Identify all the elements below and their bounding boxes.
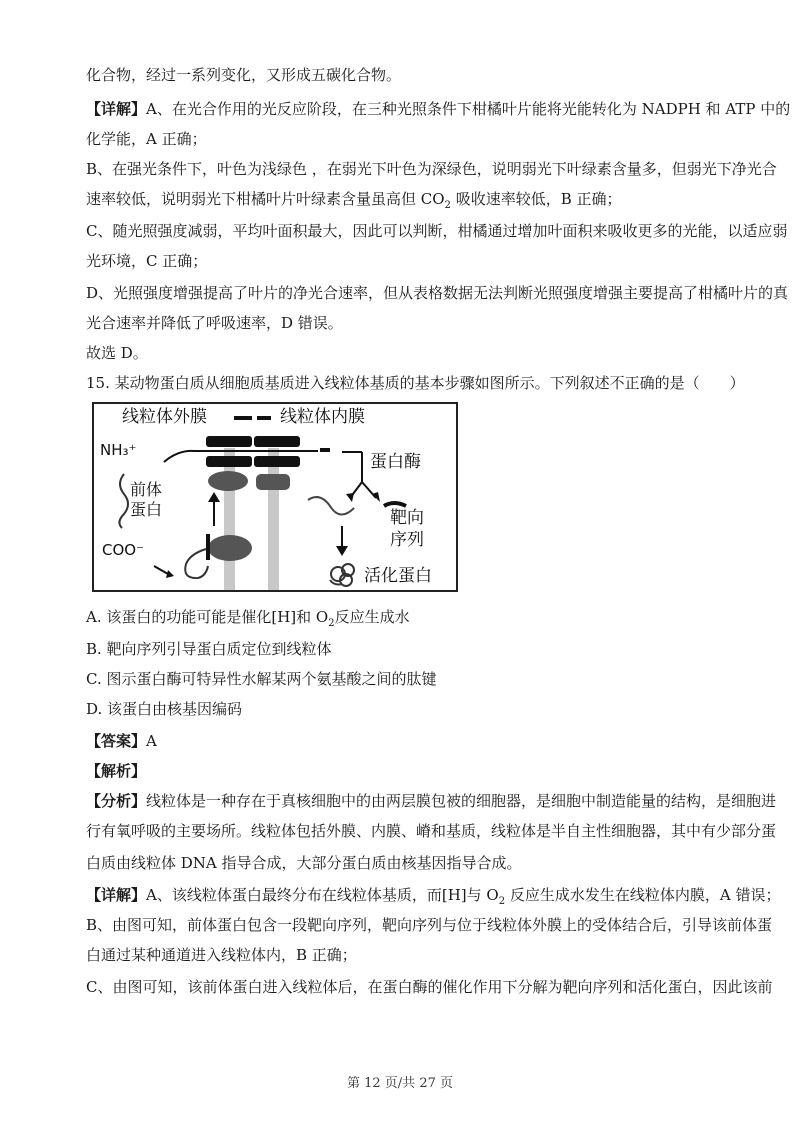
cleaved-chain xyxy=(308,497,354,514)
option-c: C. 图示蛋白酶可特异性水解某两个氨基酸之间的肽键 xyxy=(86,670,437,688)
import-arrow-head xyxy=(208,492,220,502)
analysis-xj-1 xyxy=(86,884,781,913)
inner-label-tick xyxy=(257,416,271,420)
fenxi-text-1: 线粒体是一种存在于真核细胞中的由两层膜包被的细胞器，是细胞中制造能量的结构，是细胞进 xyxy=(146,792,777,810)
answer-tag: 【答案】 xyxy=(86,732,147,750)
text-line-7: 光环境，C 正确； xyxy=(86,252,208,270)
label-target-1: 靶向 xyxy=(390,508,424,528)
option-a-pre: A. 该蛋白的功能可能是催化[H]和 O xyxy=(86,608,329,626)
text-line-5-pre: 速率较低，说明弱光下柑橘叶片叶绿素含量虽高但 CO xyxy=(86,190,445,208)
outer-label-tick xyxy=(234,416,252,420)
option-a xyxy=(86,606,410,635)
xiangjie-1-post: 反应生成水发生在线粒体内膜，A 错误； xyxy=(505,886,781,904)
question-15: 15. 某动物蛋白质从细胞质基质进入线粒体基质的基本步骤如图所示。下列叙述不正确的是（ ） xyxy=(86,374,745,392)
coo-arrow-line xyxy=(154,566,168,574)
label-protease: 蛋白酶 xyxy=(370,452,421,472)
xiangjie-tag: 【详解】 xyxy=(86,886,147,904)
analysis-xj-2: B、由图可知，前体蛋白包含一段靶向序列，靶向序列与位于线粒体外膜上的受体结合后，引导该前体蛋 xyxy=(86,916,773,934)
text-line-5-post: 吸收速率较低，B 正确； xyxy=(450,190,622,208)
text-line-6: C、随光照强度减弱，平均叶面积最大，因此可以判断，柑橘通过增加叶面积来吸收更多的光能，以适应弱 xyxy=(86,222,788,240)
coo-arrow-head xyxy=(166,570,174,578)
protease-arrow-left-head xyxy=(346,493,354,502)
inner-membrane-bar xyxy=(268,448,279,590)
option-d: D. 该蛋白由核基因编码 xyxy=(86,700,243,718)
label-inner-membrane: 线粒体内膜 xyxy=(280,407,365,427)
option-a-post: 反应生成水 xyxy=(334,608,410,626)
page-footer: 第 12 页/共 27 页 xyxy=(347,1076,453,1091)
label-nh3: NH₃⁺ xyxy=(100,441,137,459)
analysis-fx-1 xyxy=(86,790,777,812)
target-seq-mark xyxy=(206,534,210,560)
text-line-10: 故选 D。 xyxy=(86,344,148,362)
outer-membrane-bar xyxy=(224,448,235,590)
label-precursor-2: 蛋白 xyxy=(130,500,163,519)
text-line-4: B、在强光条件下，叶色为浅绿色 ，在弱光下叶色为深绿色，说明弱光下叶绿素含量多，但弱光下净光合 xyxy=(86,160,777,178)
detail-tag: 【详解】 xyxy=(86,100,147,118)
inner-receptor xyxy=(256,474,290,490)
label-outer-membrane: 线粒体外膜 xyxy=(122,407,207,427)
mitochondria-import-diagram xyxy=(92,402,458,592)
analysis-xj-4: C、由图可知，该前体蛋白进入线粒体后，在蛋白酶的催化作用下分解为靶向序列和活化蛋白，因此该前 xyxy=(86,978,773,996)
analysis-xj-3: 白通过某种通道进入线粒体内，B 正确； xyxy=(86,946,357,964)
fold-arrow-head xyxy=(336,546,348,556)
analysis-fx-2: 行有氧呼吸的主要场所。线粒体包括外膜、内膜、嵴和基质，线粒体是半自主性细胞器，其中有少部分蛋 xyxy=(86,822,777,840)
option-a-sub: 2 xyxy=(328,618,335,629)
xiangjie-1-pre: A、该线粒体蛋白最终分布在线粒体基质，而[H]与 O xyxy=(146,886,499,904)
analysis-tag-line xyxy=(86,760,726,782)
cytosol-precursor-oval xyxy=(208,535,252,561)
chain-end-tick xyxy=(320,448,330,452)
text-line-2 xyxy=(86,98,791,120)
label-target-2: 序列 xyxy=(390,530,424,550)
target-sequence-fragment xyxy=(384,503,406,506)
outer-channel-bottom xyxy=(206,456,252,467)
answer-line xyxy=(86,730,726,752)
activated-protein-knot xyxy=(330,564,354,586)
outer-channel-top xyxy=(206,436,252,447)
outer-receptor xyxy=(208,471,248,491)
analysis-tag: 【解析】 xyxy=(86,762,147,780)
fenxi-tag: 【分析】 xyxy=(86,792,147,810)
xiangjie-1-sub: 2 xyxy=(498,896,506,907)
precursor-tail xyxy=(185,549,208,578)
label-activated-protein: 活化蛋白 xyxy=(364,566,432,586)
precursor-squiggle xyxy=(119,474,128,528)
text-line-1: 化合物，经过一系列变化，又形成五碳化合物。 xyxy=(86,66,402,84)
inner-channel-top xyxy=(254,436,300,447)
text-line-3: 化学能，A 正确； xyxy=(86,130,207,148)
inner-channel-bottom xyxy=(254,456,300,467)
analysis-fx-3: 白质由线粒体 DNA 指导合成，大部分蛋白质由核基因指导合成。 xyxy=(86,854,522,872)
detail-text: A、在光合作用的光反应阶段，在三种光照条件下柑橘叶片能将光能转化为 NADPH 和 ATP 中的 xyxy=(146,100,791,118)
answer-value: A xyxy=(146,732,157,750)
label-precursor-1: 前体 xyxy=(130,480,163,499)
option-b: B. 靶向序列引导蛋白质定位到线粒体 xyxy=(86,640,332,658)
text-line-8: D、光照强度增强提高了叶片的净光合速率，但从表格数据无法判断光照强度增强主要提高了柑橘叶片的真 xyxy=(86,284,789,302)
text-line-9: 光合速率并降低了呼吸速率，D 错误。 xyxy=(86,314,343,332)
text-line-5 xyxy=(86,188,726,217)
co2-subscript: 2 xyxy=(444,200,451,211)
label-coo: COO⁻ xyxy=(102,541,145,559)
